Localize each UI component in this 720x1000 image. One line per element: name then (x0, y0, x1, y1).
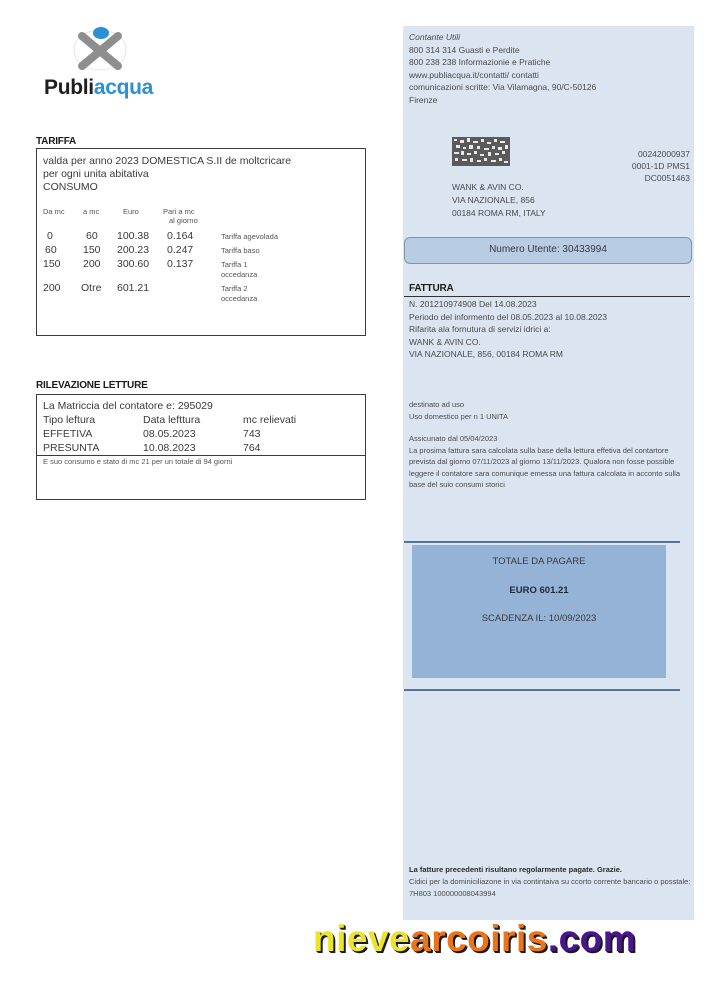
contact-info (409, 31, 596, 106)
document-codes: 00242000937 0001-1D PMS1 DC0051463 (631, 149, 690, 183)
tariffa-title: TARIFFA (36, 136, 77, 147)
totale-amount: EURO 601.21 (509, 585, 569, 596)
rilevazione-box: La Matriccia del contatore e: 295029 Tipo leftura Data lefttura mc relievati EFFETIVA 08.05.2023 743 PRESUNTA 10.08.2023 764 E suo consumo e stato di mc 21 per un totale di 94 giorni (36, 394, 366, 500)
matricola: La Matriccia del contatore e: 295029 (43, 400, 213, 412)
totale-top-divider (404, 541, 680, 543)
contact-phone-guasti: 800 314 314 Guasti e Perdite (409, 44, 520, 55)
contact-title: Contante Utili (409, 32, 461, 42)
tariffa-box: valda per anno 2023 DOMESTICA S.II de moltcricare per ogni unita abitativa CONSUMO Da mc a mc Euro Pari a mc al giorno 0 60 100.38 0.164 Tariffa agevolada 60 150 200.23 0.247 Tariffa baso 150 200 300.60 0.137 Tariffa 1 occedanza 200 Otre 601.21 Tariffa 2 occedanza (36, 148, 366, 336)
totale-label: TOTALE DA PAGARE (492, 556, 586, 567)
rilevazione-divider (37, 455, 365, 456)
fattura-period: Periodo del informento del 08.05.2023 al 10.08.2023 (409, 311, 608, 322)
numero-utente-box: Numero Utente: 30433994 (404, 237, 692, 264)
scadenza: SCADENZA IL: 10/09/2023 (481, 613, 597, 624)
contact-address: comunicazioni scritte: Via Vilamagna, 90/C-50126 (409, 82, 597, 92)
logo-mark-icon (70, 26, 130, 76)
contact-phone-info: 800 238 238 Informazionie e Pratiche (409, 57, 551, 67)
fattura-details: N. 201210974908 Del 14.08.2023 Periodo del informento del 08.05.2023 al 10.08.2023 Rifarita ala fornutura di servizi idrici a: WANK & AVIN CO. VIA NAZIONALE, 856, 00184 ROMA RM (409, 298, 693, 361)
consumo-label: CONSUMO (43, 181, 98, 193)
tariffa-line1: valda per anno 2023 DOMESTICA S.II de moltcricare (43, 155, 292, 167)
footer-note: La fatture precedenti risultano regolarmente pagate. Grazie. Cidici per la dominiciliazone in via contintaiva su ccorto corrente bancario o posstale: 7H803 100000008043994 (409, 865, 691, 898)
recipient-address: WANK & AVIN CO. VIA NAZIONALE, 856 00184 ROMA RM, ITALY (452, 182, 546, 218)
tariffa-line2: per ogni unita abitativa (43, 168, 149, 180)
contact-website[interactable]: www.publiacqua.it/contatti/ contatti (409, 69, 539, 80)
datamatrix-barcode-icon (452, 137, 510, 166)
totale-box (412, 545, 666, 678)
contact-city: Firenze (409, 94, 438, 105)
logo-text: Publiacqua (44, 76, 154, 99)
fattura-number: N. 201210974908 Del 14.08.2023 (409, 299, 537, 309)
fattura-title: FATTURA (409, 283, 454, 294)
publiacqua-logo (40, 26, 170, 106)
uso-info: destinato ad uso Uso domestico per n 1 UNITA (409, 400, 509, 421)
watermark: nievearcoiris.com (313, 918, 637, 959)
fattura-divider (404, 296, 690, 297)
rilevazione-title: RILEVAZIONE LETTURE (36, 380, 148, 391)
assicurato-info: Assicunato dal 05/04/2023 La prosima fattura sara calcolata sulla base della lettura effetiva del contartore prevista dal giorno 07/11/2023 al giorno 13/11/2023. Qualora non fosse possible leggere il contatore sara comunique emessa una fattura calcolata in acconto sulla base del suio consumi storici (409, 434, 680, 489)
totale-bottom-divider (404, 689, 680, 691)
rilevazione-footer: E suo consumo e stato di mc 21 per un totale di 94 giorni (43, 457, 233, 466)
